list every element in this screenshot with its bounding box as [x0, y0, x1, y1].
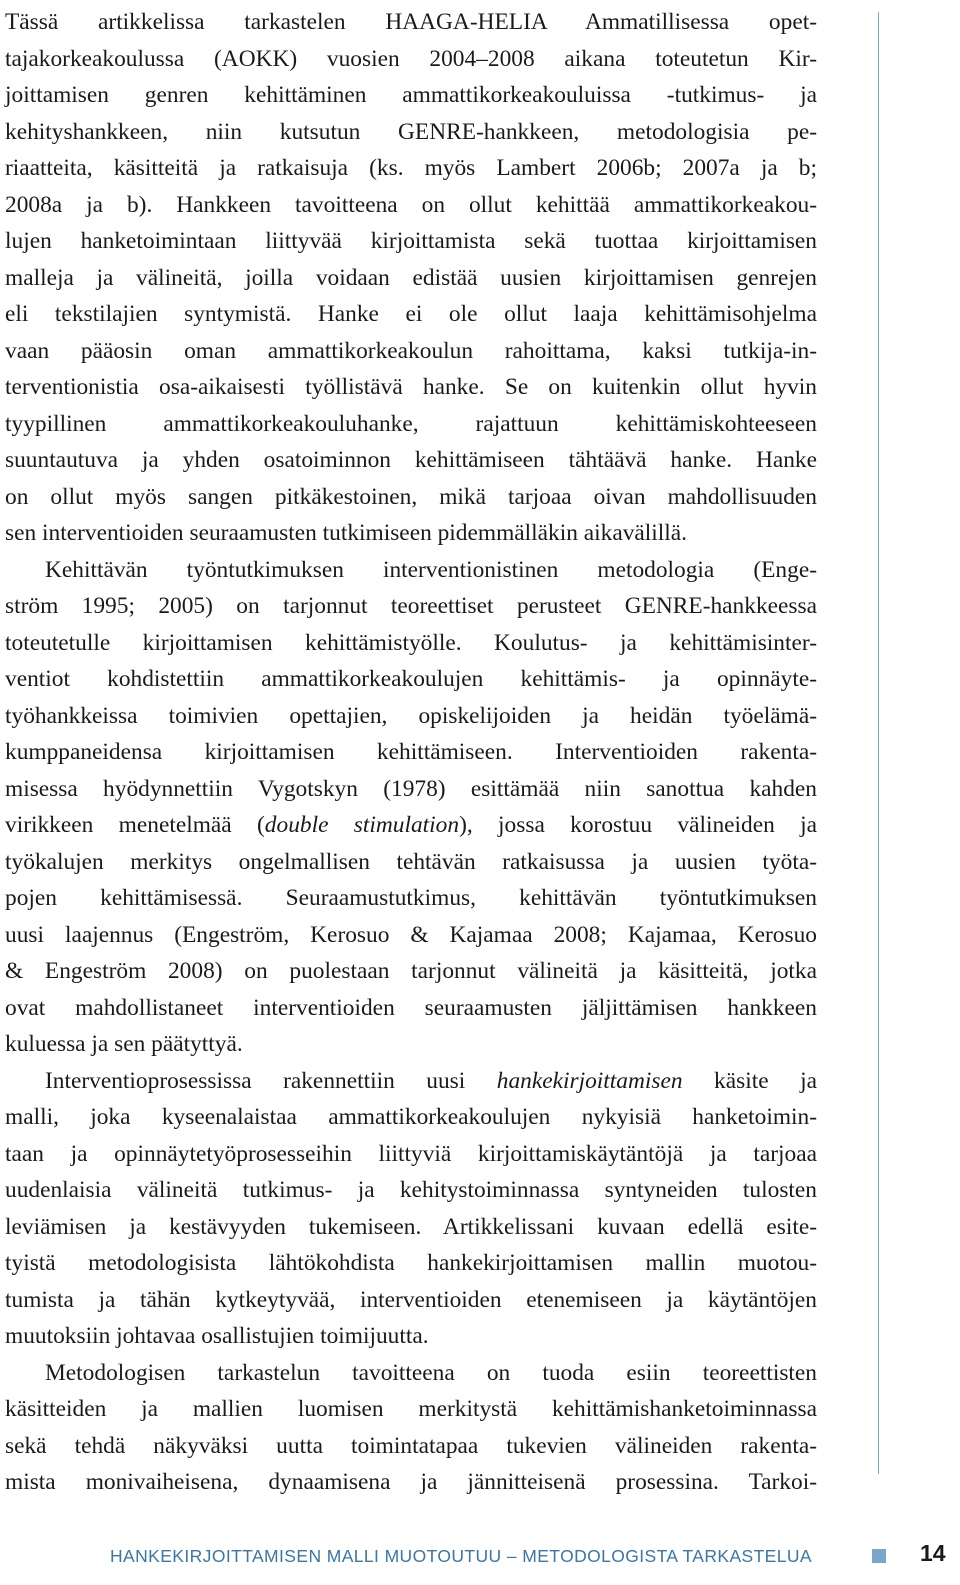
text-line: taan ja opinnäytetyöprosesseihin liittyviä kirjoittamiskäytäntöjä ja tarjoaa [5, 1140, 817, 1167]
paragraph-3 [5, 1063, 817, 1355]
text-line: mista monivaiheisena, dynaamisena ja jännitteisenä prosessina. Tarkoi- [5, 1469, 817, 1495]
text-line [5, 807, 817, 844]
italic-term: double stimulation [264, 812, 460, 838]
text-line: pojen kehittämisessä. Seuraamustutkimus, kehittävän työntutkimuksen [5, 885, 817, 911]
text-line: tyypillinen ammattikorkeakouluhanke, rajattuun kehittämiskohteeseen [5, 410, 817, 437]
text-line: työhankkeissa toimivien opettajien, opiskelijoiden ja heidän työelämä- [5, 702, 817, 729]
text-line: ventiot kohdistettiin ammattikorkeakoulujen kehittämis- ja opinnäyte- [5, 666, 817, 692]
text-line: misessa hyödynnettiin Vygotskyn (1978) esittämää niin sanottua kahden [5, 775, 817, 802]
page-footer [0, 1536, 960, 1576]
text-line: työkalujen merkitys ongelmallisen tehtävän ratkaisussa ja uusien työta- [5, 848, 817, 875]
running-title: HANKEKIRJOITTAMISEN MALLI MUOTOUTUU – METODOLOGISTA TARKASTELUA [110, 1546, 812, 1566]
paragraph-2 [5, 552, 817, 1063]
text-line: malleja ja välineitä, joilla voidaan edistää uusien kirjoittamisen genrejen [5, 264, 817, 291]
text-line: ovat mahdollistaneet interventioiden seuraamusten jäljittämisen hankkeen [5, 994, 817, 1021]
text-line: uusi laajennus (Engeström, Kerosuo & Kajamaa 2008; Kajamaa, Kerosuo [5, 921, 817, 948]
text-line: riaatteita, käsitteitä ja ratkaisuja (ks. myös Lambert 2006b; 2007a ja b; [5, 155, 817, 181]
text-line: suuntautuva ja yhden osatoiminnon kehittämiseen tähtäävä hanke. Hanke [5, 447, 817, 473]
text-line: Tässä artikkelissa tarkastelen HAAGA-HELIA Ammatillisessa opet- [5, 9, 817, 35]
text-line: sen interventioiden seuraamusten tutkimiseen pidemmälläkin aikavälillä. [5, 520, 688, 546]
text-line [5, 1063, 817, 1100]
text-line: Metodologisen tarkastelun tavoitteena on tuoda esiin teoreettisten [45, 1359, 817, 1386]
text-segment: ), jossa korostuu välineiden ja [459, 812, 818, 838]
text-line: joittamisen genren kehittäminen ammattikorkeakouluissa -tutkimus- ja [5, 82, 817, 108]
text-line: uudenlaisia välineitä tutkimus- ja kehitystoiminnassa syntyneiden tulosten [5, 1177, 817, 1203]
text-line: sekä tehdä näkyväksi uutta toimintatapaa tukevien välineiden rakenta- [5, 1432, 817, 1459]
text-segment: Interventioprosessissa rakennettiin uusi [45, 1067, 497, 1094]
text-line: kehityshankkeen, niin kutsutun GENRE-hankkeen, metodologisia pe- [5, 118, 817, 145]
text-line: ström 1995; 2005) on tarjonnut teoreettiset perusteet GENRE-hankkeessa [5, 593, 817, 619]
text-line: terventionistia osa-aikaisesti työllistävä hanke. Se on kuitenkin ollut hyvin [5, 374, 817, 400]
text-line: & Engeström 2008) on puolestaan tarjonnut välineitä ja käsitteitä, jotka [5, 958, 817, 984]
text-line: malli, joka kyseenalaistaa ammattikorkeakoulujen nykyisiä hanketoimin- [5, 1104, 817, 1130]
square-marker-icon [872, 1549, 886, 1563]
text-line: eli tekstilajien syntymistä. Hanke ei ole ollut laaja kehittämisohjelma [5, 301, 817, 327]
text-segment: virikkeen menetelmää ( [5, 812, 265, 838]
text-line: tyistä metodologisista lähtökohdista hankekirjoittamisen mallin muotou- [5, 1250, 817, 1276]
text-line: lujen hanketoimintaan liittyvää kirjoittamista sekä tuottaa kirjoittamisen [5, 228, 817, 254]
paragraph-1 [5, 4, 817, 552]
text-line: Kehittävän työntutkimuksen interventionistinen metodologia (Enge- [45, 556, 817, 583]
margin-rule [878, 12, 879, 1474]
page-number: 14 [920, 1540, 946, 1566]
paragraph-4 [5, 1355, 817, 1501]
text-line: kuluessa ja sen päätyttyä. [5, 1031, 243, 1057]
text-line: tajakorkeakoulussa (AOKK) vuosien 2004–2008 aikana toteutetun Kir- [5, 45, 817, 72]
text-segment: käsite ja [682, 1067, 817, 1094]
text-line: toteutetulle kirjoittamisen kehittämistyölle. Koulutus- ja kehittämisinter- [5, 629, 817, 656]
text-line: muutoksiin johtavaa osallistujien toimijuutta. [5, 1323, 429, 1349]
italic-term: hankekirjoittamisen [496, 1067, 683, 1094]
text-line: leviämisen ja kestävyyden tukemiseen. Artikkelissani kuvaan edellä esite- [5, 1213, 817, 1240]
text-line: vaan pääosin oman ammattikorkeakoulun rahoittama, kaksi tutkija-in- [5, 337, 817, 364]
text-line: käsitteiden ja mallien luomisen merkitystä kehittämishanketoiminnassa [5, 1396, 817, 1422]
text-line: on ollut myös sangen pitkäkestoinen, mikä tarjoaa oivan mahdollisuuden [5, 483, 817, 510]
text-line: kumppaneidensa kirjoittamisen kehittämiseen. Interventioiden rakenta- [5, 739, 817, 765]
article-body [5, 4, 817, 1501]
text-line: tumista ja tähän kytkeytyvää, interventioiden etenemiseen ja käytäntöjen [5, 1286, 817, 1313]
text-line: 2008a ja b). Hankkeen tavoitteena on ollut kehittää ammattikorkeakou- [5, 191, 817, 218]
